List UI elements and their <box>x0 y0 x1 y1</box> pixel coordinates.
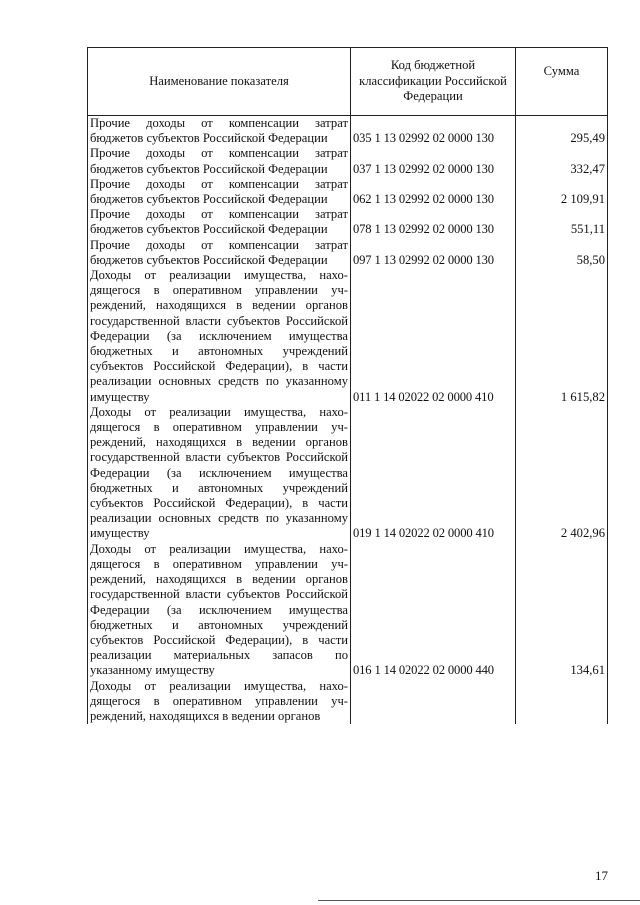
table-header <box>88 48 608 116</box>
row-sum-cell: 332,47 <box>516 146 608 176</box>
table-body <box>88 116 608 725</box>
row-name-cell: Прочие доходы от компенсации затрат бюджетов субъектов Российской Федерации <box>88 116 351 147</box>
header-name: Наименование показателя <box>88 48 351 116</box>
table-row <box>88 542 608 679</box>
row-code-cell: 062 1 13 02992 02 0000 130 <box>351 177 516 207</box>
budget-table <box>87 47 608 724</box>
row-name-cell: Доходы от реализации имущества, находящегося в оперативном управлении учреждений, находящихся в ведении органов государственной власти субъектов Российской Федерации (за исключением имущества бюджетных и автономных учреждений субъектов Российской Федерации), в части реализации основных средств по указанному имуществу <box>88 268 351 405</box>
table-row <box>88 207 608 237</box>
table-row <box>88 146 608 176</box>
header-row <box>88 48 608 116</box>
row-name-cell: Прочие доходы от компенсации затрат бюджетов субъектов Российской Федерации <box>88 146 351 176</box>
table-row <box>88 268 608 405</box>
table-row <box>88 405 608 542</box>
row-name-cell: Доходы от реализации имущества, находящегося в оперативном управлении учреждений, находящихся в ведении органов государственной власти субъектов Российской Федерации (за исключением имущества бюджетных и автономных учреждений субъектов Российской Федерации), в части реализации материальных запасов по указанному имуществу <box>88 542 351 679</box>
row-name-cell: Доходы от реализации имущества, находящегося в оперативном управлении учреждений, находящихся в ведении органов <box>88 679 351 725</box>
table-row <box>88 177 608 207</box>
row-sum-cell: 2 109,91 <box>516 177 608 207</box>
row-code-cell: 037 1 13 02992 02 0000 130 <box>351 146 516 176</box>
row-code-cell: 097 1 13 02992 02 0000 130 <box>351 238 516 268</box>
row-name-cell: Доходы от реализации имущества, находящегося в оперативном управлении учреждений, находящихся в ведении органов государственной власти субъектов Российской Федерации (за исключением имущества бюджетных и автономных учреждений субъектов Российской Федерации), в части реализации основных средств по указанному имуществу <box>88 405 351 542</box>
row-code-cell: 035 1 13 02992 02 0000 130 <box>351 116 516 147</box>
row-code-cell: 019 1 14 02022 02 0000 410 <box>351 405 516 542</box>
row-name-cell: Прочие доходы от компенсации затрат бюджетов субъектов Российской Федерации <box>88 238 351 268</box>
row-code-cell: 011 1 14 02022 02 0000 410 <box>351 268 516 405</box>
row-sum-cell: 2 402,96 <box>516 405 608 542</box>
row-code-cell: 016 1 14 02022 02 0000 440 <box>351 542 516 679</box>
header-code: Код бюджетной классификации Российской Федерации <box>351 48 516 116</box>
page-number: 17 <box>595 868 608 883</box>
row-code-cell: 078 1 13 02992 02 0000 130 <box>351 207 516 237</box>
row-sum-cell: 295,49 <box>516 116 608 147</box>
row-sum-cell: 1 615,82 <box>516 268 608 405</box>
header-sum: Сумма <box>516 48 608 116</box>
footer-divider <box>318 900 640 901</box>
row-code-cell <box>351 679 516 725</box>
row-name-cell: Прочие доходы от компенсации затрат бюджетов субъектов Российской Федерации <box>88 177 351 207</box>
row-sum-cell: 58,50 <box>516 238 608 268</box>
row-name-cell: Прочие доходы от компенсации затрат бюджетов субъектов Российской Федерации <box>88 207 351 237</box>
row-sum-cell <box>516 679 608 725</box>
table-row <box>88 238 608 268</box>
row-sum-cell: 551,11 <box>516 207 608 237</box>
table-row <box>88 679 608 725</box>
table-row <box>88 116 608 147</box>
row-sum-cell: 134,61 <box>516 542 608 679</box>
